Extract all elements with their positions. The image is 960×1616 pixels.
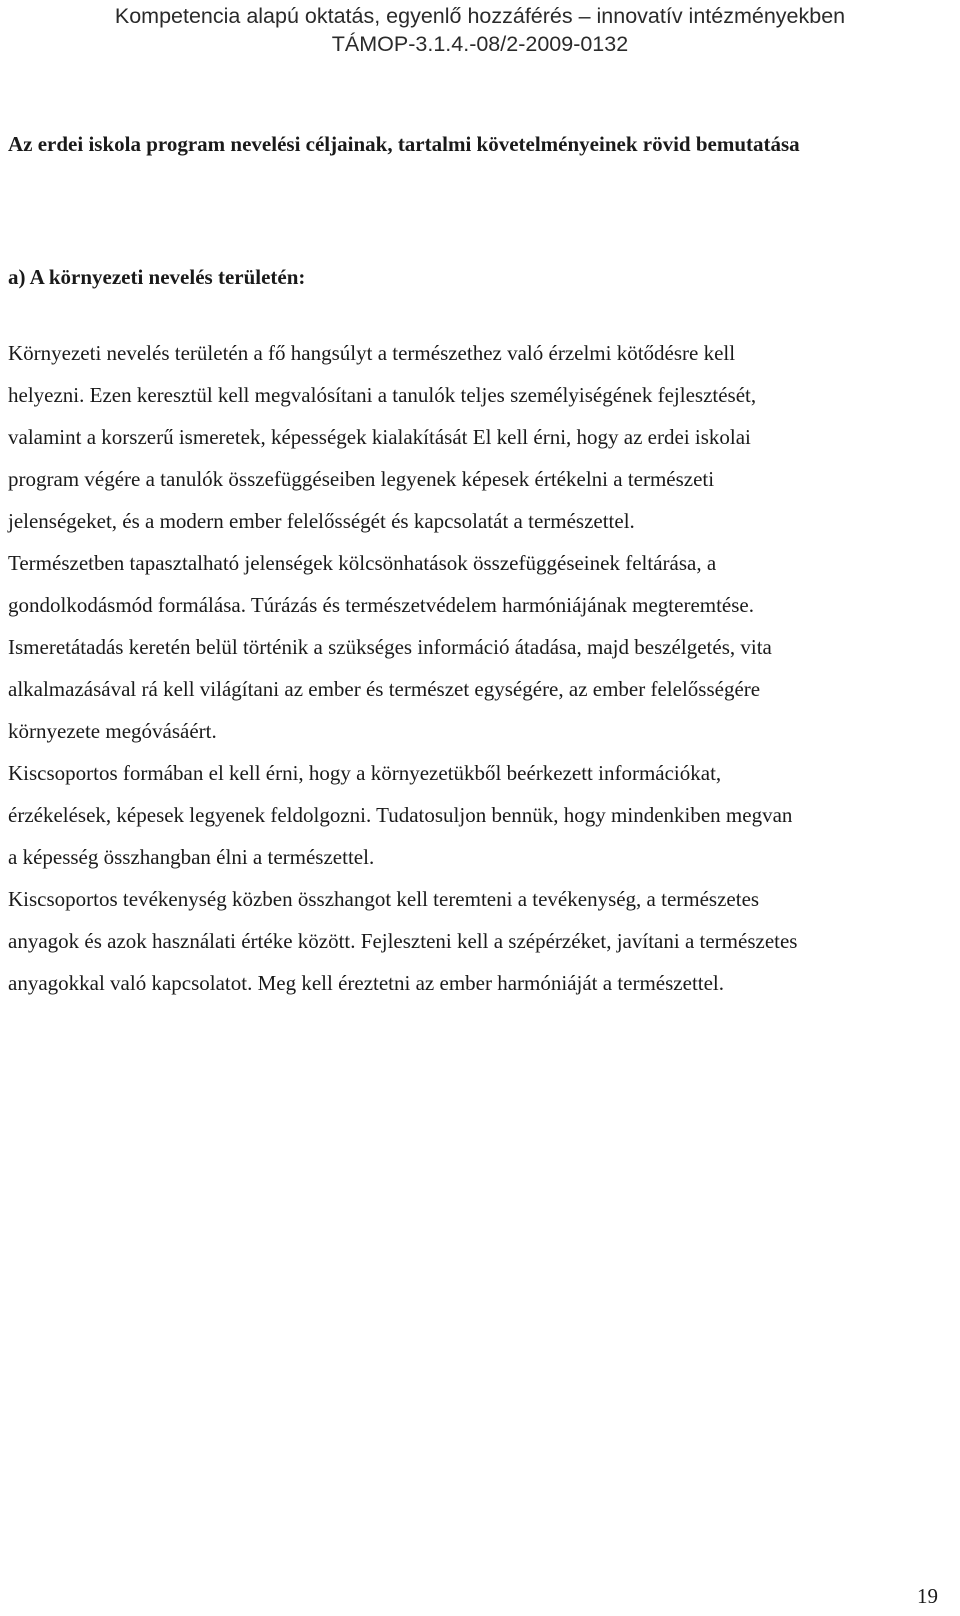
subsection-heading: a) A környezeti nevelés területén: (8, 265, 306, 289)
body-line: Kiscsoportos formában el kell érni, hogy a környezetükből beérkezett információkat, (8, 761, 722, 785)
body-line: helyezni. Ezen keresztül kell megvalósítani a tanulók teljes személyiségének fejlesztését, (8, 383, 757, 407)
header-project-title: Kompetencia alapú oktatás, egyenlő hozzáférés – innovatív intézményekben (114, 4, 846, 28)
body-line: valamint a korszerű ismeretek, képességek kialakítását El kell érni, hogy az erdei iskolai (8, 425, 751, 449)
body-line: program végére a tanulók összefüggéseiben legyenek képesek értékelni a természeti (8, 467, 715, 491)
body-line: Kiscsoportos tevékenység közben összhangot kell teremteni a tevékenység, a természetes (8, 887, 760, 911)
body-line: érzékelések, képesek legyenek feldolgozni. Tudatosuljon bennük, hogy mindenkiben megvan (8, 803, 793, 827)
section-title: Az erdei iskola program nevelési céljainak, tartalmi követelményeinek rövid bemutatása (8, 132, 800, 156)
header-project-code: TÁMOP-3.1.4.-08/2-2009-0132 (331, 32, 629, 56)
body-line: Környezeti nevelés területén a fő hangsúlyt a természethez való érzelmi kötődésre kell (8, 341, 736, 365)
body-line: gondolkodásmód formálása. Túrázás és természetvédelem harmóniájának megteremtése. (8, 593, 754, 617)
body-line: Természetben tapasztalható jelenségek kölcsönhatások összefüggéseinek feltárása, a (8, 551, 717, 575)
body-line: környezete megóvásáért. (8, 719, 217, 743)
page-number: 19 (917, 1584, 938, 1608)
body-line: jelenségeket, és a modern ember felelősségét és kapcsolatát a természettel. (8, 509, 635, 533)
body-line: anyagok és azok használati értéke között. Fejleszteni kell a szépérzéket, javítani a természetes (8, 929, 798, 953)
body-line: anyagokkal való kapcsolatot. Meg kell éreztetni az ember harmóniáját a természettel. (8, 971, 725, 995)
body-line: a képesség összhangban élni a természettel. (8, 845, 375, 869)
body-line: Ismeretátadás keretén belül történik a szükséges információ átadása, majd beszélgetés, vita (8, 635, 772, 659)
body-line: alkalmazásával rá kell világítani az ember és természet egységére, az ember felelősségére (8, 677, 761, 701)
